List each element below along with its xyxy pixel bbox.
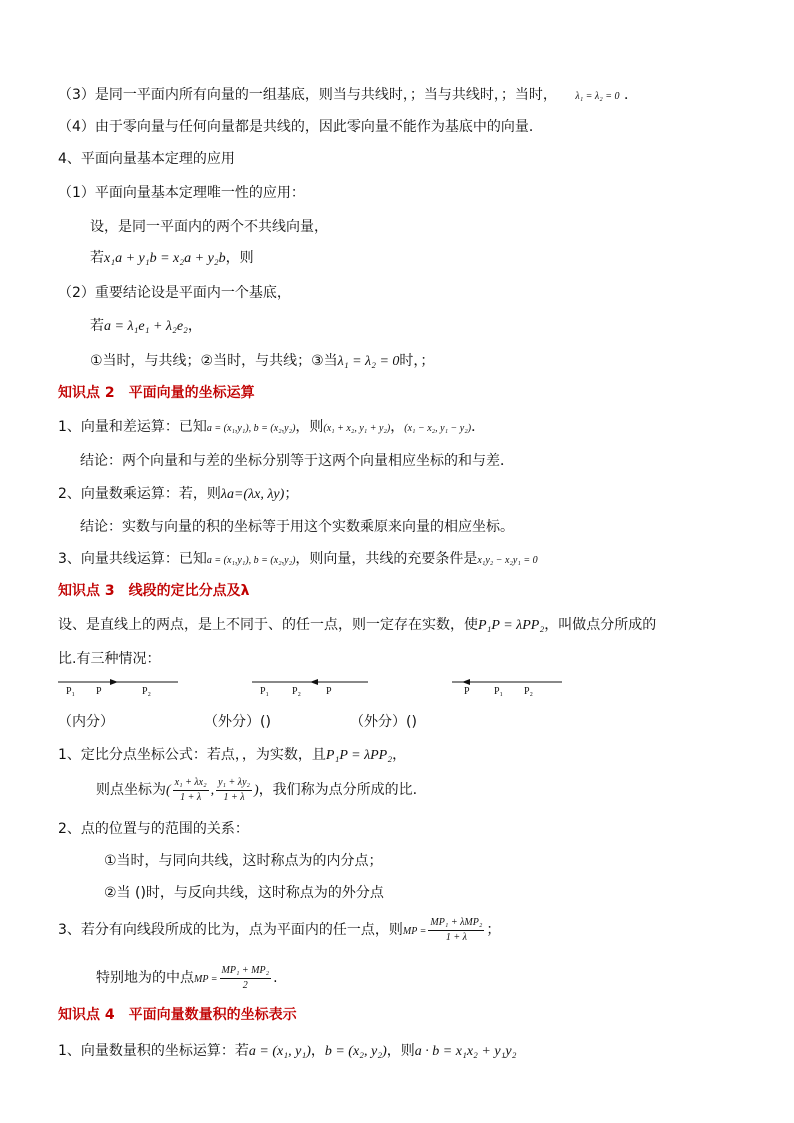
text-line: （2）重要结论设是平面内一个基底， xyxy=(58,285,291,301)
text-line xyxy=(58,485,298,504)
point-label: P xyxy=(464,686,470,697)
text: 3、若分有向线段所成的比为，点为平面内的任一点，则 xyxy=(58,922,403,938)
text: ，则 xyxy=(225,250,254,266)
fraction xyxy=(428,916,484,945)
point-label: P₂ xyxy=(142,686,152,697)
point-label: P₁ xyxy=(260,686,270,697)
text-line xyxy=(90,249,254,268)
diagram-caption: （外分）() xyxy=(204,714,271,730)
text: ①当时，与共线；②当时，与共线；③当 xyxy=(90,353,338,369)
text: 则点坐标为 xyxy=(96,782,166,798)
numerator: MP₁ + MP₂ xyxy=(220,964,272,979)
denominator: 2 xyxy=(242,979,248,991)
text: ， xyxy=(310,1043,325,1059)
text: 1、向量数量积的坐标运算：若 xyxy=(58,1043,249,1059)
division-diagram-external-1 xyxy=(250,674,374,700)
division-diagram-external-2 xyxy=(450,674,566,700)
math-expression: a = (x₁,y₁), b = (x₂,y₂) xyxy=(206,423,296,434)
point-label: P xyxy=(96,686,102,697)
text-line xyxy=(96,958,278,1000)
fraction xyxy=(216,776,252,805)
text: ； xyxy=(284,486,299,502)
text-line xyxy=(58,418,485,438)
text-line xyxy=(96,772,417,809)
math-expression: λ₁ = λ₂ = 0 xyxy=(575,91,620,102)
numerator: x₁ + λx₂ xyxy=(173,776,209,791)
text: ， xyxy=(392,747,407,763)
text-line: ②当 ()时，与反向共线，这时称点为的外分点 xyxy=(104,885,384,901)
point-label: P xyxy=(326,686,332,697)
text-line xyxy=(58,1042,517,1061)
text: ，则向量，共线的充要条件是 xyxy=(295,551,478,567)
math-expression: b = (x₂, y₂) xyxy=(324,1044,387,1059)
math-expression: P₁P = λPP₂ xyxy=(478,618,545,633)
division-diagram-internal xyxy=(56,674,182,700)
text: ． xyxy=(623,87,638,103)
diagram-caption: （内分） xyxy=(58,714,114,730)
fraction xyxy=(173,776,209,805)
text: 时，； xyxy=(399,353,435,369)
text-line xyxy=(58,910,500,952)
math-expression: (x₁ − x₂, y₁ − y₂) xyxy=(404,423,472,434)
text-line xyxy=(90,317,202,336)
text: 若 xyxy=(90,318,104,334)
text: ，叫做点分所成的 xyxy=(544,617,657,633)
fraction xyxy=(220,964,272,993)
text-line: 结论：实数与向量的积的坐标等于用这个实数乘原来向量的相应坐标。 xyxy=(80,519,514,535)
text-line: （1）平面向量基本定理唯一性的应用： xyxy=(58,185,305,201)
text-line: 2、点的位置与的范围的关系： xyxy=(58,821,249,837)
math-expression: λ₁ = λ₂ = 0 xyxy=(337,354,400,369)
math-expression: (x₁ + x₂, y₁ + y₂) xyxy=(323,423,391,434)
text-line: 设，是同一平面内的两个不共线向量， xyxy=(90,219,328,235)
denominator: 1 + λ xyxy=(445,931,467,943)
math-expression: λa=(λx, λy) xyxy=(220,487,285,502)
denominator: 1 + λ xyxy=(223,791,245,803)
text: 1、向量和差运算：已知 xyxy=(58,419,207,435)
text: 若 xyxy=(90,250,104,266)
text: ，则 xyxy=(295,419,324,435)
text: 2、向量数乘运算：若，则 xyxy=(58,486,221,502)
text: ，我们称为点分所成的比. xyxy=(258,782,418,798)
math-expression: x₁a + y₁b = x₂a + y₂b xyxy=(104,251,226,266)
math-expression: a = λ₁e₁ + λ₂e₂ xyxy=(104,319,188,334)
paren: ( xyxy=(166,783,171,798)
math-expression: a = (x₁,y₁), b = (x₂,y₂) xyxy=(206,555,296,566)
text: ， xyxy=(187,318,202,334)
text: 特别地为的中点 xyxy=(96,970,194,986)
text-line: （4）由于零向量与任何向量都是共线的，因此零向量不能作为基底中的向量． xyxy=(58,119,543,135)
text-line xyxy=(58,616,656,635)
section-heading: 4、平面向量基本定理的应用 xyxy=(58,151,235,167)
math-expression: MP = xyxy=(402,926,427,937)
math-expression: P₁P = λPP₂ xyxy=(325,748,393,763)
text-line: 比.有三种情况： xyxy=(58,651,161,667)
text: ，则 xyxy=(386,1043,415,1059)
knowledge-point-heading: 知识点 4 平面向量数量积的坐标表示 xyxy=(58,1007,297,1023)
text: ； xyxy=(486,922,501,938)
math-expression: a = (x₁, y₁) xyxy=(248,1044,311,1059)
denominator: 1 + λ xyxy=(180,791,202,803)
paren: ) xyxy=(254,783,259,798)
text: . xyxy=(273,970,278,986)
point-label: P₁ xyxy=(66,686,76,697)
knowledge-point-heading: 知识点 2 平面向量的坐标运算 xyxy=(58,385,255,401)
text-line: 结论：两个向量和与差的坐标分别等于这两个向量相应坐标的和与差． xyxy=(80,453,514,469)
text-line: ①当时，与同向共线，这时称点为的内分点； xyxy=(104,853,383,869)
numerator: y₁ + λy₂ xyxy=(216,776,252,791)
math-expression: MP = xyxy=(194,974,218,985)
text-line xyxy=(90,352,434,371)
point-label: P₁ xyxy=(494,686,504,697)
text: ． xyxy=(471,419,486,435)
text: （3）是同一平面内所有向量的一组基底，则当与共线时，；当与共线时，；当时， xyxy=(58,87,557,103)
text: 3、向量共线运算：已知 xyxy=(58,551,207,567)
comma: , xyxy=(210,783,215,798)
math-expression: x₁y₂ − x₂y₁ = 0 xyxy=(477,555,538,566)
diagram-caption: （外分）() xyxy=(350,714,417,730)
text-line xyxy=(58,86,638,106)
point-label: P₂ xyxy=(292,686,302,697)
text-line xyxy=(58,550,538,570)
text-line xyxy=(58,746,406,765)
numerator: MP₁ + λMP₂ xyxy=(428,916,484,931)
point-label: P₂ xyxy=(524,686,534,697)
knowledge-point-heading: 知识点 3 线段的定比分点及λ xyxy=(58,583,250,599)
text: ， xyxy=(390,419,405,435)
text: 设、是直线上的两点，是上不同于、的任一点，则一定存在实数，使 xyxy=(58,617,478,633)
text: 1、定比分点坐标公式：若点，，为实数，且 xyxy=(58,747,326,763)
math-expression: a · b = x₁x₂ + y₁y₂ xyxy=(414,1044,517,1059)
